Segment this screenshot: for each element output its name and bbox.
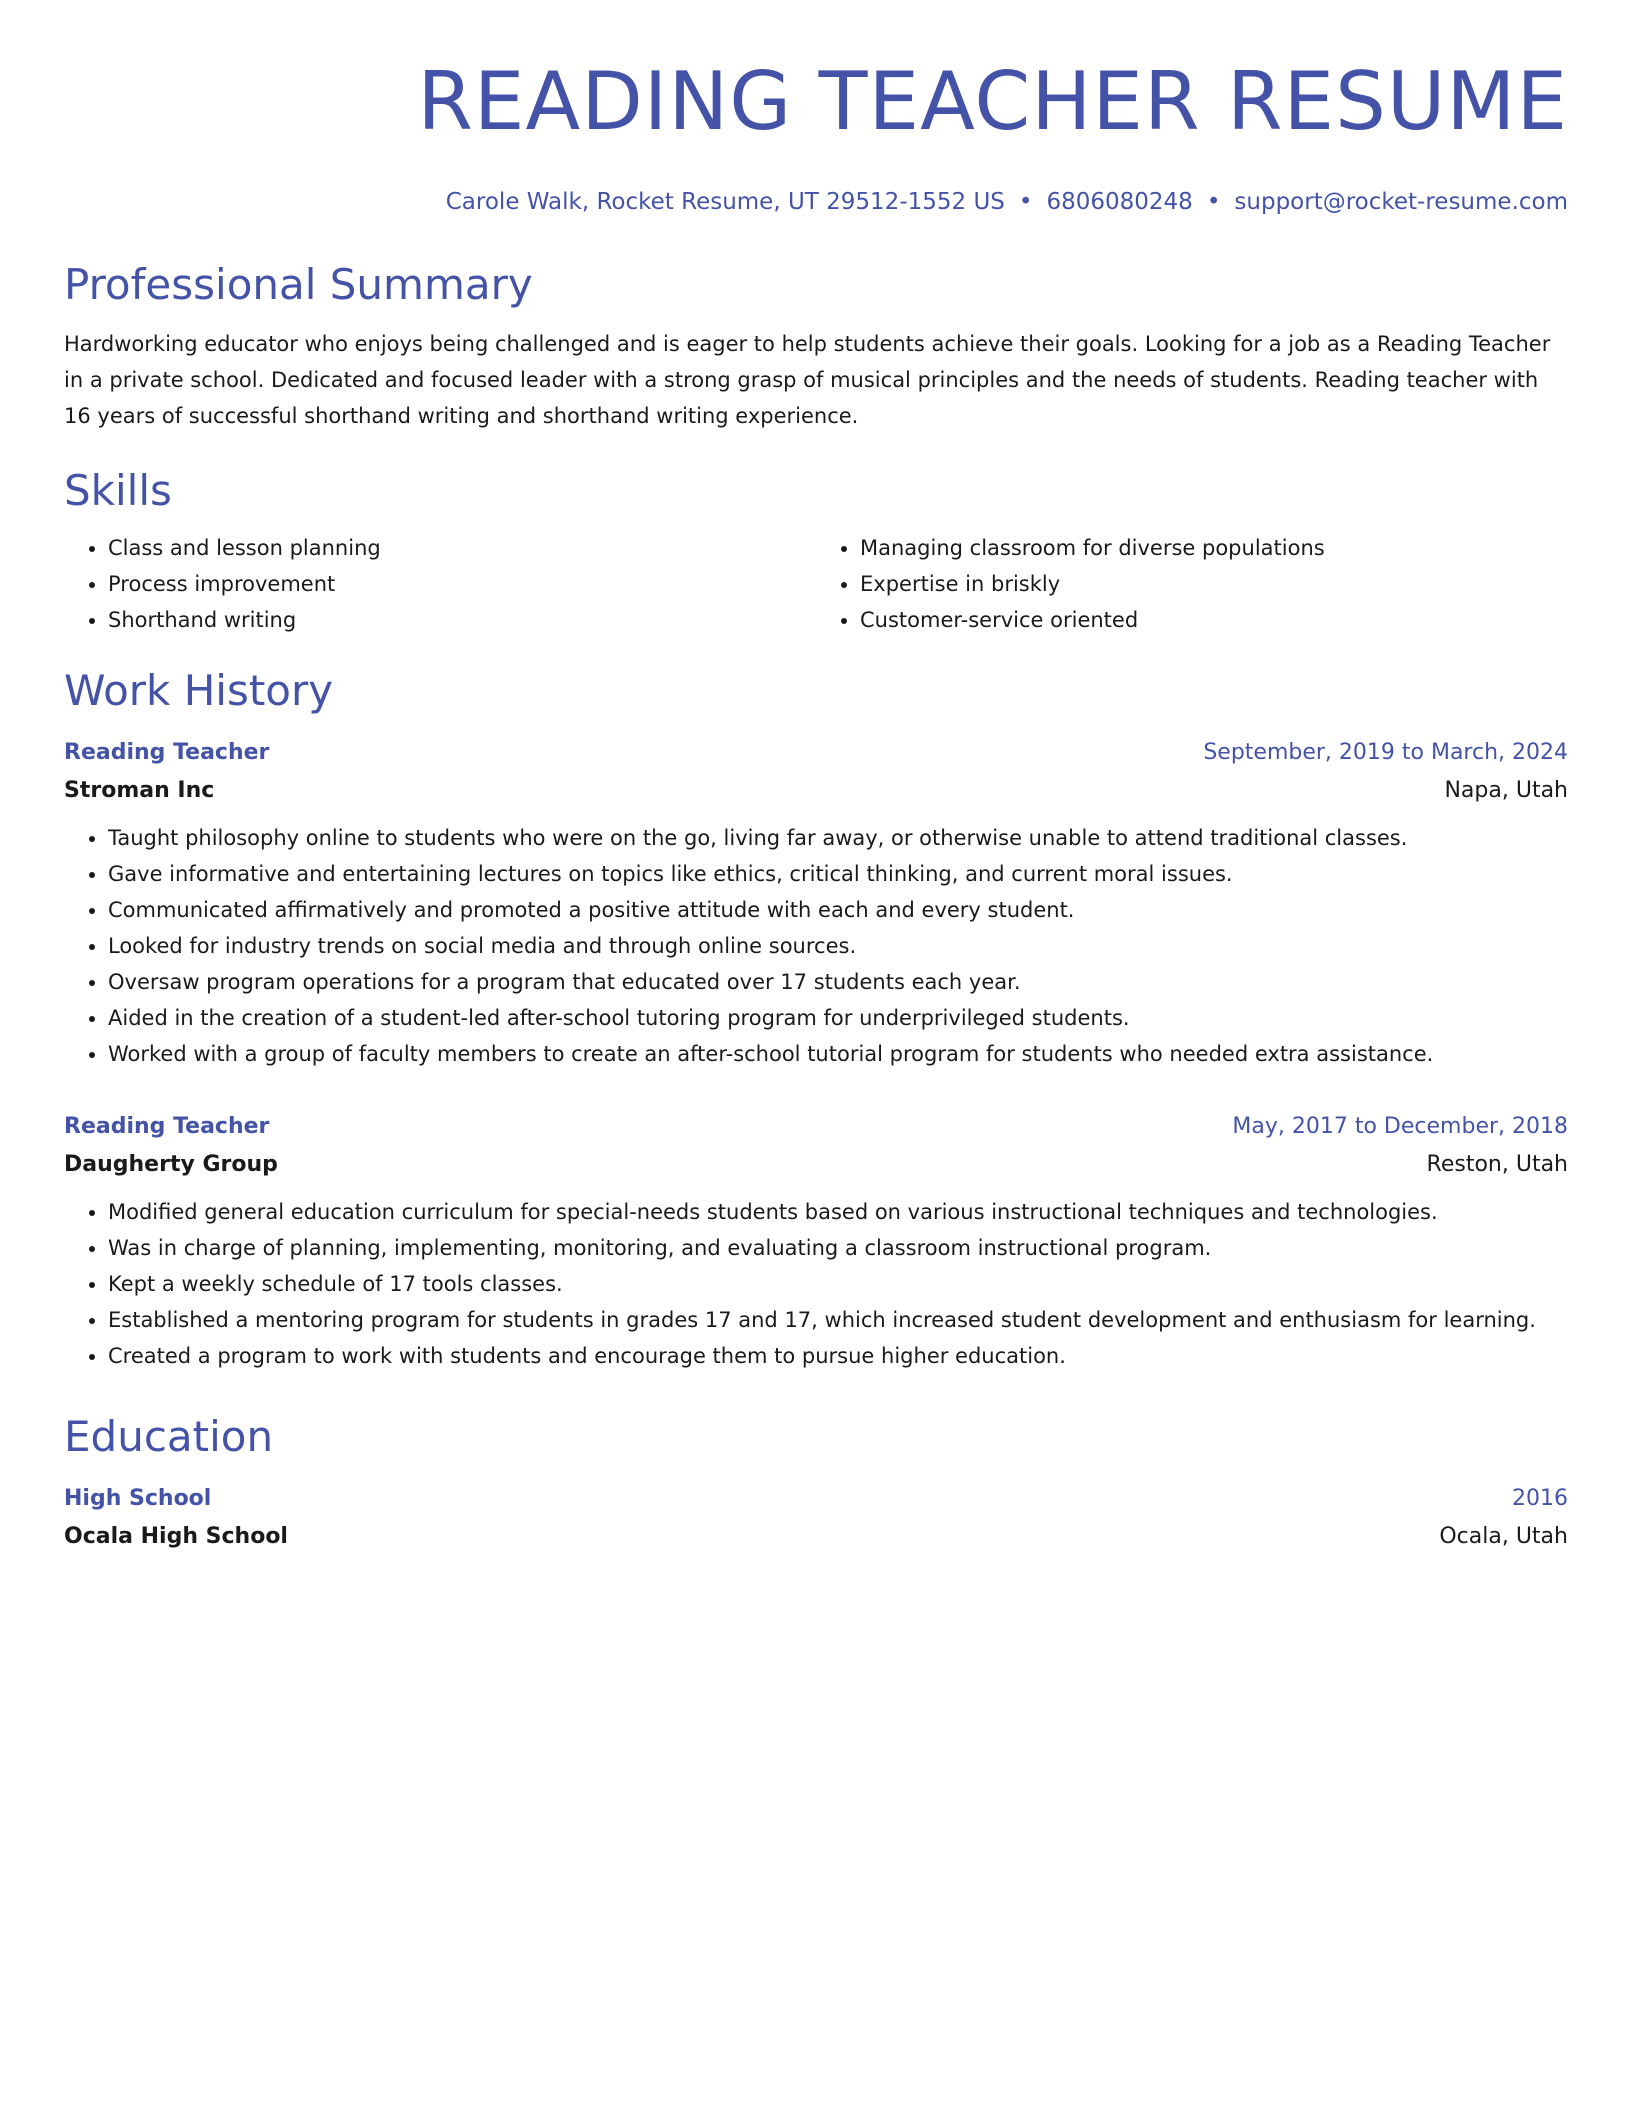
job-company-row: [64, 1146, 1568, 1184]
skill-item: • Shorthand writing: [108, 602, 816, 638]
job-bullet: • Gave informative and entertaining lectures on topics like ethics, critical thinking, and current moral issues.: [108, 856, 1568, 892]
job-header-row: [64, 734, 1568, 772]
skill-item: • Class and lesson planning: [108, 530, 816, 566]
summary-section: [64, 258, 1568, 434]
education-school-row: [64, 1518, 1568, 1556]
skills-column-left: [64, 530, 816, 638]
job-bullet: • Worked with a group of faculty members to create an after-school tutorial program for students who needed extra assistance.: [108, 1036, 1568, 1072]
contact-email: support@rocket-resume.com: [1234, 189, 1568, 215]
skills-section: [64, 464, 1568, 638]
summary-text: Hardworking educator who enjoys being challenged and is eager to help students achieve their goals. Looking for a job as a Reading Teacher in a private school. Dedicated and focused leader with a strong grasp of musical principles and the needs of students. Reading teacher with 16 years of successful shorthand writing and shorthand writing experience.: [64, 332, 1551, 428]
job-role: Reading Teacher: [64, 1114, 270, 1139]
job-bullet: • Kept a weekly schedule of 17 tools classes.: [108, 1266, 1568, 1302]
job-company: Stroman Inc: [64, 778, 215, 803]
skill-item: • Process improvement: [108, 566, 816, 602]
job-bullet: • Oversaw program operations for a program that educated over 17 students each year.: [108, 964, 1568, 1000]
skills-column-right: [816, 530, 1568, 638]
contact-address: Carole Walk, Rocket Resume, UT 29512-1552 US: [445, 189, 1005, 215]
skills-heading: Skills: [64, 466, 172, 515]
education-heading: Education: [64, 1412, 274, 1461]
education-school: Ocala High School: [64, 1524, 288, 1549]
resume-title: READING TEACHER RESUME: [417, 55, 1568, 148]
job-role: Reading Teacher: [64, 740, 270, 765]
contact-separator: •: [1018, 189, 1033, 215]
contact-separator: •: [1206, 189, 1221, 215]
job-bullets: [64, 1194, 1568, 1374]
education-degree: High School: [64, 1486, 212, 1511]
education-section: [64, 1410, 1568, 1556]
job-location: Reston, Utah: [1426, 1152, 1568, 1177]
job-bullet: • Was in charge of planning, implementing, monitoring, and evaluating a classroom instructional program.: [108, 1230, 1568, 1266]
work-history-section: [64, 664, 1568, 1374]
job-location: Napa, Utah: [1444, 778, 1568, 803]
education-header-row: [64, 1480, 1568, 1518]
education-location: Ocala, Utah: [1439, 1524, 1568, 1549]
job-bullet: • Established a mentoring program for students in grades 17 and 17, which increased student development and enthusiasm for learning.: [108, 1302, 1568, 1338]
skills-grid: [64, 530, 1568, 638]
summary-heading: Professional Summary: [64, 260, 533, 309]
job-bullet: • Created a program to work with students and encourage them to pursue higher education.: [108, 1338, 1568, 1374]
job-dates: May, 2017 to December, 2018: [1232, 1114, 1568, 1139]
job-company: Daugherty Group: [64, 1152, 278, 1177]
skill-item: • Expertise in briskly: [860, 566, 1568, 602]
job-bullets: [64, 820, 1568, 1072]
contact-phone: 6806080248: [1046, 189, 1193, 215]
job-dates: September, 2019 to March, 2024: [1203, 740, 1568, 765]
job-bullet: • Aided in the creation of a student-led after-school tutoring program for underprivileged students.: [108, 1000, 1568, 1036]
contact-line: [64, 186, 1568, 218]
job-company-row: [64, 772, 1568, 810]
skill-item: • Customer-service oriented: [860, 602, 1568, 638]
job-header-row: [64, 1108, 1568, 1146]
job-entry: [64, 734, 1568, 1072]
job-bullet: • Taught philosophy online to students who were on the go, living far away, or otherwise unable to attend traditional classes.: [108, 820, 1568, 856]
work-history-heading: Work History: [64, 666, 334, 715]
job-bullet: • Communicated affirmatively and promoted a positive attitude with each and every student.: [108, 892, 1568, 928]
education-entry: [64, 1480, 1568, 1556]
skill-item: • Managing classroom for diverse populations: [860, 530, 1568, 566]
job-bullet: • Modified general education curriculum for special-needs students based on various instructional techniques and technologies.: [108, 1194, 1568, 1230]
job-bullet: • Looked for industry trends on social media and through online sources.: [108, 928, 1568, 964]
education-year: 2016: [1512, 1486, 1568, 1511]
job-entry: [64, 1108, 1568, 1374]
